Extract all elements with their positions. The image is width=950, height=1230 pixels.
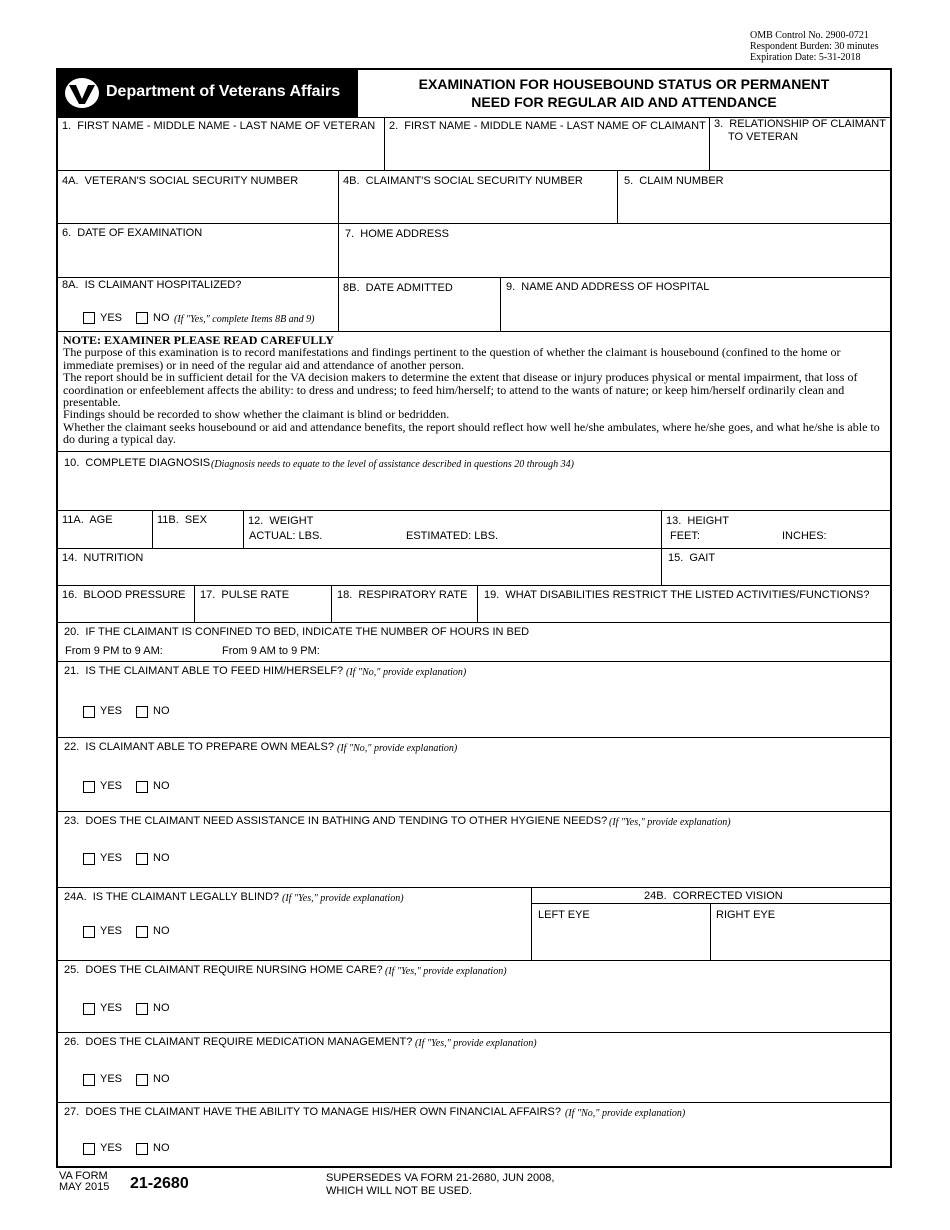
va-seal-icon — [64, 77, 100, 109]
omb-info — [750, 30, 879, 63]
question-26-no-checkbox[interactable] — [136, 1074, 148, 1086]
field-20-day: From 9 AM to 9 PM: — [222, 645, 320, 657]
field-7-home-address[interactable] — [339, 224, 890, 278]
field-17-pulse-rate[interactable] — [195, 586, 332, 623]
question-27-yes-checkbox[interactable] — [83, 1143, 95, 1155]
question-21-yes-label: YES — [100, 705, 123, 717]
field-16-label: 16. BLOOD PRESSURE — [62, 589, 186, 601]
field-3-label-line1: 3. RELATIONSHIP OF CLAIMANT — [714, 118, 886, 130]
field-24b-header — [532, 888, 890, 904]
field-8a-no-label: NO — [153, 312, 170, 324]
department-name: Department of Veterans Affairs — [106, 83, 341, 100]
footer-form-id — [59, 1171, 109, 1193]
question-24a-no-checkbox[interactable] — [136, 926, 148, 938]
field-5-label: 5. CLAIM NUMBER — [624, 175, 724, 187]
field-8a-note: (If "Yes," complete Items 8B and 9) — [174, 314, 315, 325]
field-20-night: From 9 PM to 9 AM: — [65, 645, 163, 657]
question-22-yes-label: YES — [100, 780, 123, 792]
field-11b-label: 11B. SEX — [157, 514, 207, 526]
field-2-label: 2. FIRST NAME - MIDDLE NAME - LAST NAME OF CLAIMANT — [389, 120, 706, 132]
field-4a-label: 4A. VETERAN'S SOCIAL SECURITY NUMBER — [62, 175, 299, 187]
field-9-hospital[interactable] — [501, 278, 890, 332]
question-27-label: 27. DOES THE CLAIMANT HAVE THE ABILITY TO MANAGE HIS/HER OWN FINANCIAL AFFAIRS? — [64, 1106, 561, 1118]
question-22-label: 22. IS CLAIMANT ABLE TO PREPARE OWN MEALS? — [64, 741, 334, 753]
field-3-label-line2: TO VETERAN — [728, 131, 799, 143]
question-26-no-label: NO — [153, 1073, 170, 1085]
omb-expiration: Expiration Date: 5-31-2018 — [750, 52, 861, 63]
question-25 — [58, 961, 890, 1033]
field-18-label: 18. RESPIRATORY RATE — [337, 589, 468, 601]
question-24a-yes-label: YES — [100, 925, 123, 937]
question-22-no-checkbox[interactable] — [136, 781, 148, 793]
field-5-claim-number[interactable] — [618, 171, 890, 224]
field-8a-yes-checkbox[interactable] — [83, 312, 95, 324]
field-4b-claimant-ssn[interactable] — [339, 171, 618, 224]
question-22 — [58, 738, 890, 812]
footer-date: MAY 2015 — [59, 1181, 110, 1193]
question-21-yes-checkbox[interactable] — [83, 706, 95, 718]
field-10-diagnosis[interactable] — [58, 452, 890, 511]
field-24b-right-eye[interactable] — [711, 904, 890, 961]
field-15-gait[interactable] — [662, 549, 890, 586]
examiner-note — [63, 334, 889, 446]
form-title-line2: NEED FOR REGULAR AID AND ATTENDANCE — [471, 94, 777, 110]
form-title — [358, 75, 890, 111]
question-23 — [58, 812, 890, 888]
examiner-note-heading: NOTE: EXAMINER PLEASE READ CAREFULLY — [63, 333, 334, 347]
question-23-yes-label: YES — [100, 852, 123, 864]
field-15-label: 15. GAIT — [668, 552, 716, 564]
form-header — [58, 70, 890, 118]
footer-supersedes — [326, 1172, 554, 1198]
field-17-label: 17. PULSE RATE — [200, 589, 290, 601]
question-24a-label: 24A. IS THE CLAIMANT LEGALLY BLIND? — [64, 891, 279, 903]
field-10-note: (Diagnosis needs to equate to the level of assistance described in questions 20 through 34) — [211, 459, 574, 470]
field-20-label: 20. IF THE CLAIMANT IS CONFINED TO BED, INDICATE THE NUMBER OF HOURS IN BED — [64, 626, 530, 638]
field-8a-yes-label: YES — [100, 312, 123, 324]
question-22-note: (If "No," provide explanation) — [337, 743, 458, 754]
field-14-label: 14. NUTRITION — [62, 552, 144, 564]
question-24a-no-label: NO — [153, 925, 170, 937]
field-4a-veteran-ssn[interactable] — [58, 171, 339, 224]
field-2-claimant-name[interactable] — [385, 117, 710, 171]
field-9-label: 9. NAME AND ADDRESS OF HOSPITAL — [506, 281, 710, 293]
question-23-no-label: NO — [153, 852, 170, 864]
footer-va-form: VA FORM — [59, 1170, 108, 1182]
field-14-nutrition[interactable] — [58, 549, 662, 586]
omb-burden: Respondent Burden: 30 minutes — [750, 41, 879, 52]
field-12-weight[interactable] — [244, 511, 662, 549]
question-27-no-checkbox[interactable] — [136, 1143, 148, 1155]
field-1-label: 1. FIRST NAME - MIDDLE NAME - LAST NAME OF VETERAN — [62, 120, 376, 132]
field-8a-no-checkbox[interactable] — [136, 312, 148, 324]
question-21-no-label: NO — [153, 705, 170, 717]
footer-supersedes-line2: WHICH WILL NOT BE USED. — [326, 1185, 473, 1197]
question-24a — [58, 888, 532, 961]
field-19-label: 19. WHAT DISABILITIES RESTRICT THE LISTED ACTIVITIES/FUNCTIONS? — [484, 589, 870, 601]
field-18-respiratory-rate[interactable] — [332, 586, 478, 623]
examiner-note-p3: Findings should be recorded to show whether the claimant is blind or bedridden. — [63, 407, 450, 422]
form-title-line1: EXAMINATION FOR HOUSEBOUND STATUS OR PERMANENT — [418, 76, 830, 92]
field-24b-left-label: LEFT EYE — [538, 909, 590, 921]
examiner-note-p2: The report should be in sufficient detail for the VA decision makers to determine the extent that disease or injury produces physical or mental impairment, that loss of coordination or enfeeblement affects the ability: to dress and undress; to feed him/herself; to attend to the wants of nature; or keep him/herself ordinarily clean and presentable. — [63, 370, 858, 410]
field-10-label: 10. COMPLETE DIAGNOSIS — [64, 457, 211, 469]
question-26-label: 26. DOES THE CLAIMANT REQUIRE MEDICATION MANAGEMENT? — [64, 1036, 413, 1048]
question-27-no-label: NO — [153, 1142, 170, 1154]
question-26 — [58, 1033, 890, 1103]
question-25-label: 25. DOES THE CLAIMANT REQUIRE NURSING HOME CARE? — [64, 964, 383, 976]
question-26-yes-checkbox[interactable] — [83, 1074, 95, 1086]
question-25-no-label: NO — [153, 1002, 170, 1014]
question-22-no-label: NO — [153, 780, 170, 792]
omb-control: OMB Control No. 2900-0721 — [750, 30, 869, 41]
field-8a-hospitalized — [58, 278, 339, 332]
question-27-yes-label: YES — [100, 1142, 123, 1154]
field-4b-label: 4B. CLAIMANT'S SOCIAL SECURITY NUMBER — [343, 175, 583, 187]
examiner-note-p1: The purpose of this examination is to record manifestations and findings pertinent to the question of whether the claimant is housebound (confined to the home or immediate premises) or in need of the regular aid and attendance of another person. — [63, 345, 841, 372]
field-1-veteran-name[interactable] — [58, 117, 385, 171]
field-13-inches: INCHES: — [782, 530, 827, 542]
footer-form-number: 21-2680 — [130, 1175, 189, 1192]
question-23-note: (If "Yes," provide explanation) — [609, 817, 731, 828]
field-19-disabilities[interactable] — [478, 586, 890, 623]
question-21 — [58, 662, 890, 738]
field-13-label: 13. HEIGHT — [666, 515, 729, 527]
field-24b-right-label: RIGHT EYE — [716, 909, 776, 921]
question-24a-note: (If "Yes," provide explanation) — [282, 893, 404, 904]
field-6-label: 6. DATE OF EXAMINATION — [62, 227, 203, 239]
question-21-no-checkbox[interactable] — [136, 706, 148, 718]
question-23-yes-checkbox[interactable] — [83, 853, 95, 865]
question-25-yes-label: YES — [100, 1002, 123, 1014]
question-23-no-checkbox[interactable] — [136, 853, 148, 865]
question-25-no-checkbox[interactable] — [136, 1003, 148, 1015]
question-25-note: (If "Yes," provide explanation) — [385, 966, 507, 977]
field-8b-date-admitted[interactable] — [339, 278, 501, 332]
question-25-yes-checkbox[interactable] — [83, 1003, 95, 1015]
question-22-yes-checkbox[interactable] — [83, 781, 95, 793]
field-11a-age[interactable] — [58, 511, 153, 549]
field-24b-left-eye[interactable] — [532, 904, 711, 961]
field-8a-label: 8A. IS CLAIMANT HOSPITALIZED? — [62, 279, 242, 291]
field-11a-label: 11A. AGE — [62, 514, 113, 526]
field-24b-label: 24B. CORRECTED VISION — [644, 890, 783, 902]
question-24a-yes-checkbox[interactable] — [83, 926, 95, 938]
examiner-note-p4: Whether the claimant seeks housebound or aid and attendance benefits, the report should reflect how well he/she ambulates, where he/she goes, and what he/she is able to do during a typical day. — [63, 419, 880, 447]
field-6-exam-date[interactable] — [58, 224, 339, 278]
question-26-note: (If "Yes," provide explanation) — [415, 1038, 537, 1049]
va-logo-block — [58, 70, 358, 117]
field-3-relationship[interactable] — [710, 117, 890, 171]
question-23-label: 23. DOES THE CLAIMANT NEED ASSISTANCE IN BATHING AND TENDING TO OTHER HYGIENE NEEDS? — [64, 815, 608, 827]
field-13-height[interactable] — [662, 511, 890, 549]
question-27 — [58, 1103, 890, 1168]
field-7-label: 7. HOME ADDRESS — [345, 228, 449, 240]
field-12-actual: ACTUAL: LBS. — [249, 530, 323, 542]
field-11b-sex[interactable] — [153, 511, 244, 549]
question-21-label: 21. IS THE CLAIMANT ABLE TO FEED HIM/HERSELF? — [64, 665, 344, 677]
field-20-hours-in-bed[interactable] — [58, 623, 890, 662]
form-sheet — [56, 68, 892, 1168]
field-13-feet: FEET: — [670, 530, 700, 542]
field-12-label: 12. WEIGHT — [248, 515, 314, 527]
question-21-note: (If "No," provide explanation) — [346, 667, 467, 678]
field-8b-label: 8B. DATE ADMITTED — [343, 282, 453, 294]
question-27-note: (If "No," provide explanation) — [565, 1108, 686, 1119]
footer-supersedes-line1: SUPERSEDES VA FORM 21-2680, JUN 2008, — [326, 1172, 555, 1184]
field-16-blood-pressure[interactable] — [58, 586, 195, 623]
field-12-estimated: ESTIMATED: LBS. — [406, 530, 499, 542]
question-26-yes-label: YES — [100, 1073, 123, 1085]
